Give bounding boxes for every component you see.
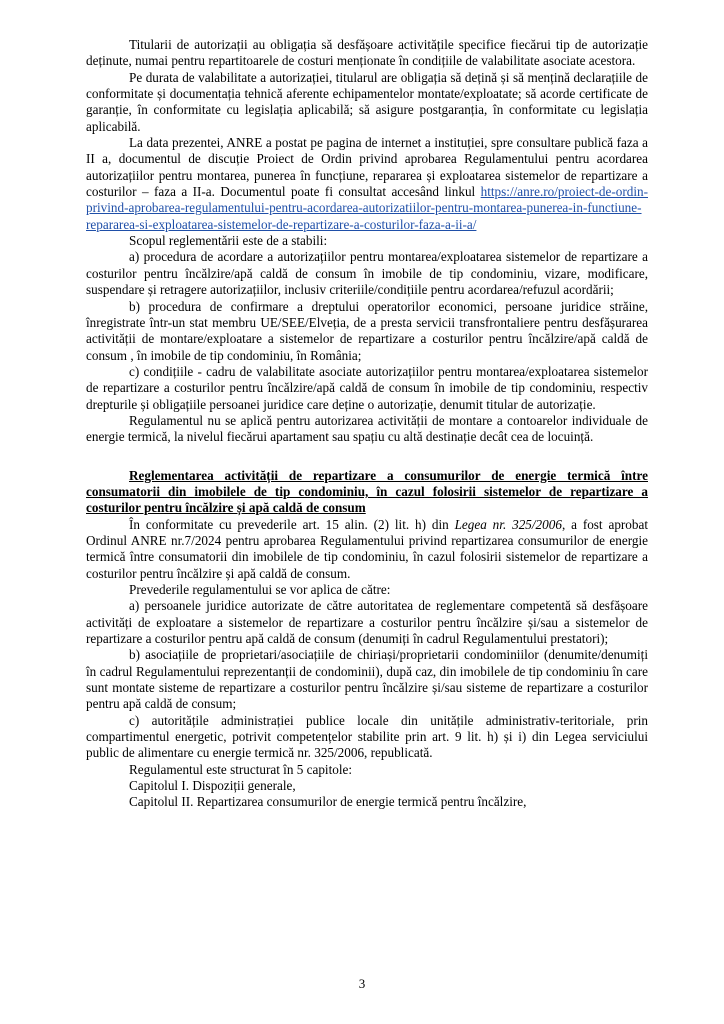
law-reference: Legea nr. 325/2006 (454, 516, 562, 532)
section-heading: Reglementarea activității de repartizare a consumurilor de energie termică între consumatorii din imobilele de tip condominiu, în cazul folosirii sistemelor de repartizare a costurilor pentru încălzire și apă caldă de consum (86, 467, 648, 516)
paragraph-authorization-obligations: Titularii de autorizații au obligația să desfășoare activitățile specifice fiecărui tip de autorizație deținute, numai pentru repartitoarele de costuri menționate în condițiile de valabilitate asociate acestora. (86, 37, 648, 69)
legal-basis-intro: În conformitate cu prevederile art. 15 alin. (2) lit. h) din (129, 516, 455, 532)
page-number: 3 (358, 976, 366, 991)
list-item-c-conditions: c) condițiile - cadru de valabilitate asociate autorizațiilor pentru montarea/exploatarea sistemelor de repartizare a costurilor pentru încălzire/apă caldă de consum în imobile de tip condominiu, respectiv drepturile și obligațiile persoanei juridice care deține o autorizație, denumit titular de autorizație. (86, 363, 648, 412)
paragraph-applicability: Prevederile regulamentului se vor aplica de către: (129, 582, 391, 597)
list-item-b-procedure: b) procedura de confirmare a dreptului operatorilor economici, persoane juridice străine, înregistrate într-un stat membru UE/SEE/Elveția, de a presta servicii transfrontaliere pentru desfășurarea activității de montare/exploatare a sistemelor de repartizare a costurilor pentru încălzire/apă caldă de consum , în imobile de tip condominiu, în România; (86, 298, 648, 363)
list-item-a-legal-entities: a) persoanele juridice autorizate de către autoritatea de reglementare competentă să desfășoare activități de exploatare a sistemelor de repartizare a costurilor pentru încălzire și/sau a sistemelor de repartizare a costurilor pentru apă caldă de consum (denumiți în cadrul Regulamentului prestatori); (86, 598, 648, 647)
paragraph-regulation-exclusion: Regulamentul nu se aplică pentru autorizarea activității de montare a contoarelor individuale de energie termică, la nivelul fiecărui apartament sau spațiu cu altă destinație decât cea de locuință. (86, 412, 648, 445)
list-item-c-local-authorities: c) autoritățile administrației publice locale din unitățile administrativ-teritoriale, prin compartimentul energetic, potrivit competențelor stabilite prin art. 9 lit. h) și i) din Legea serviciului public de alimentare cu energie termică nr. 325/2006, republicată. (86, 712, 648, 761)
consultation-text: La data prezentei, ANRE a postat pe pagina de internet a instituției, spre consultare publică faza a II a, documentul de discuție Proiect de Ordin privind aprobarea Regulamentului pentru acordarea autorizațiilor pentru montarea, punerea în funcțiune, repararea și exploatarea sistemelor de repartizare a costurilor – faza a II-a. Documentul poate fi consultat accesând linkul (86, 135, 648, 200)
legal-basis-rest: , a fost aprobat Ordinul ANRE nr.7/2024 pentru aprobarea Regulamentului privind repartizarea consumurilor de energie termică între consumatorii din imobilele de tip condominiu, în cazul folosirii sistemelor de repartizare a costurilor pentru încălzire și apă caldă de consum. (86, 516, 649, 581)
chapter-2: Capitolul II. Repartizarea consumurilor de energie termică pentru încălzire, (129, 794, 527, 810)
list-item-a-procedure: a) procedura de acordare a autorizațiilor pentru montarea/exploatarea sistemelor de repartizare a costurilor pentru încălzire/apă caldă de consum în imobile de tip condominiu, vizare, modificare, suspendare și retragere autorizațiilor, inclusiv criteriile/condițiile pentru acordarea/refuzul acordării; (86, 249, 648, 298)
paragraph-public-consultation (86, 135, 648, 233)
consultation-link[interactable]: https://anre.ro/proiect-de-ordin-privind-aprobarea-regulamentului-pentru-acordarea-autorizatiilor-pentru-montarea-punerea-in-functiune-repararea-si-exploatarea-sistemelor-de-repartizare-a-costurilor-faza-a-ii-a/ (86, 184, 648, 232)
section-spacer (86, 446, 648, 468)
paragraph-legal-basis (86, 517, 648, 582)
document-body (86, 37, 648, 811)
paragraph-validity-duration: Pe durata de valabilitate a autorizației, titularul are obligația să dețină și să mențină declarațiile de conformitate și documentația tehnică aferente echipamentelor montate/exploatate; să acorde certificate de garanție, în conformitate cu legislația aplicabilă; să asigure postgaranția, în conformitate cu legislația aplicabilă. (86, 69, 648, 134)
list-item-b-associations: b) asociațiile de proprietari/asociațiile de chiriași/proprietarii condominiilor (denumite/denumiți în cadrul Regulamentului reprezentanții de condominii), după caz, din imobilele de tip condominiu în care sunt montate sisteme de repartizare a costurilor pentru încălzire și/sau sisteme de repartizare a costurilor pentru apă caldă de consum; (86, 647, 648, 712)
chapter-1: Capitolul I. Dispoziții generale, (129, 778, 296, 794)
paragraph-scope: Scopul reglementării este de a stabili: (129, 233, 328, 249)
paragraph-structure: Regulamentul este structurat în 5 capitole: (129, 761, 353, 777)
